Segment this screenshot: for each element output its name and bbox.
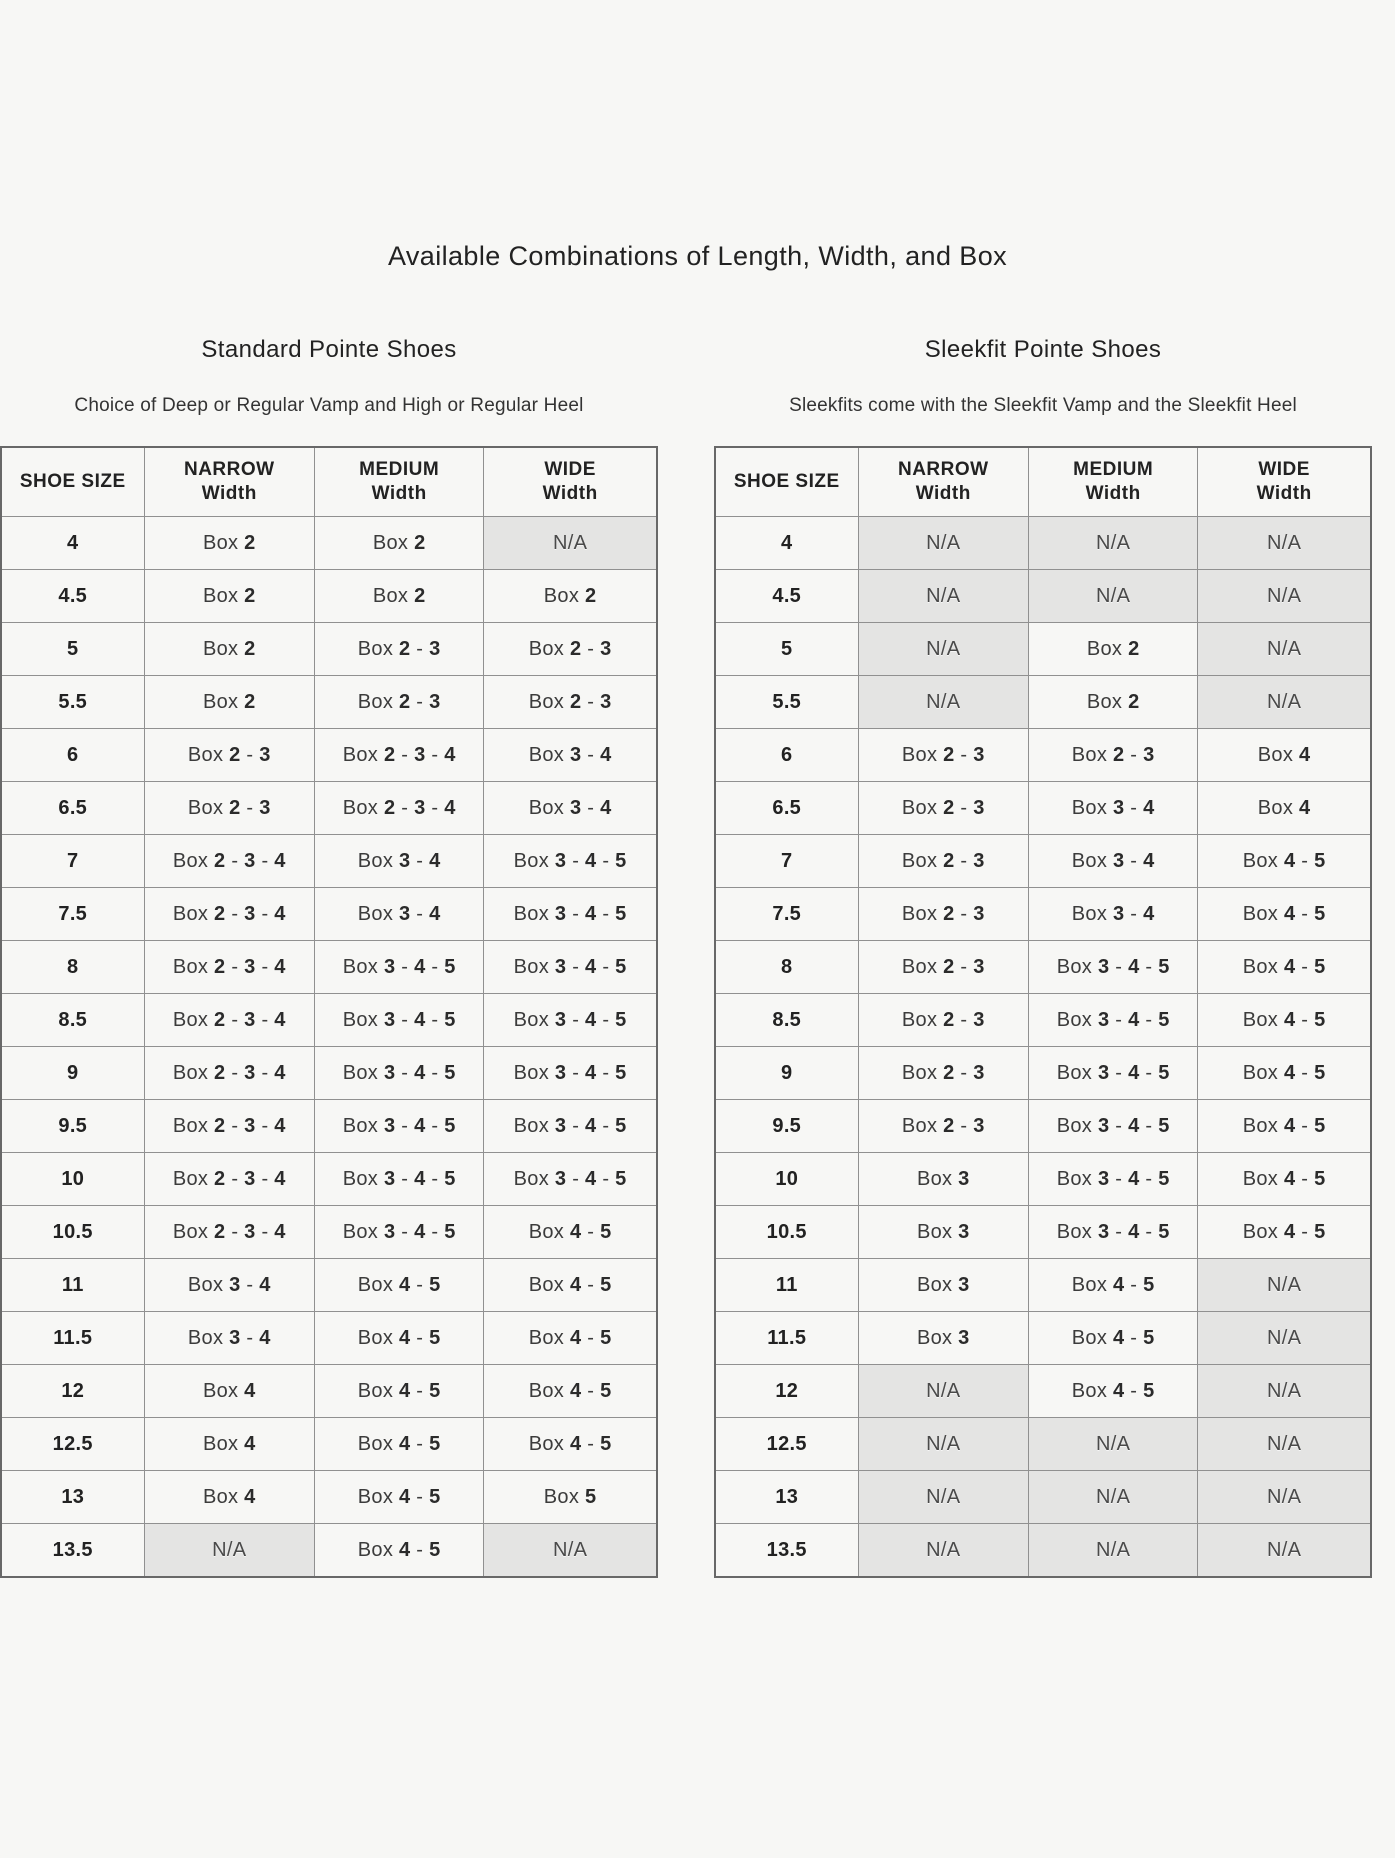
shoe-size-cell: 12 (1, 1365, 144, 1418)
wide-width-cell: Box 4 - 5 (484, 1206, 657, 1259)
medium-width-cell: Box 2 - 3 - 4 (315, 782, 484, 835)
shoe-size-cell: 12.5 (1, 1418, 144, 1471)
medium-width-cell: Box 3 - 4 - 5 (315, 1047, 484, 1100)
shoe-size-cell: 11 (715, 1259, 858, 1312)
shoe-size-cell: 12 (715, 1365, 858, 1418)
medium-width-cell: Box 4 - 5 (315, 1471, 484, 1524)
medium-width-cell: Box 3 - 4 - 5 (315, 1100, 484, 1153)
table-row (715, 1418, 1371, 1471)
medium-width-cell: Box 4 - 5 (1029, 1365, 1198, 1418)
column-header-line2: Width (915, 483, 971, 505)
table-row (1, 623, 657, 676)
medium-width-cell: Box 4 - 5 (315, 1259, 484, 1312)
shoe-size-cell: 6 (1, 729, 144, 782)
header-row (1, 447, 657, 517)
wide-width-cell: N/A (1198, 517, 1371, 570)
narrow-width-cell: Box 3 - 4 (144, 1312, 315, 1365)
table-row (1, 1471, 657, 1524)
wide-width-cell: Box 2 - 3 (484, 623, 657, 676)
medium-width-cell: Box 3 - 4 - 5 (315, 1153, 484, 1206)
column-header-line1: NARROW (897, 458, 989, 480)
narrow-width-cell: Box 2 - 3 (144, 729, 315, 782)
shoe-size-cell: 11 (1, 1259, 144, 1312)
medium-width-cell: Box 3 - 4 - 5 (1029, 941, 1198, 994)
wide-width-cell: Box 4 - 5 (484, 1312, 657, 1365)
table-row (1, 1365, 657, 1418)
column-header-line1: SHOE SIZE (19, 470, 126, 492)
narrow-width-cell: Box 3 (858, 1312, 1029, 1365)
column-header-line2: Width (1256, 483, 1312, 505)
table-row (715, 1259, 1371, 1312)
shoe-size-cell: 11.5 (715, 1312, 858, 1365)
table-row (715, 782, 1371, 835)
table-row (715, 1471, 1371, 1524)
medium-width-cell: Box 2 - 3 (1029, 729, 1198, 782)
medium-width-cell: Box 3 - 4 (315, 888, 484, 941)
narrow-width-cell: Box 2 - 3 (858, 888, 1029, 941)
medium-width-cell: Box 3 - 4 - 5 (1029, 1153, 1198, 1206)
shoe-size-cell: 11.5 (1, 1312, 144, 1365)
table-row (715, 835, 1371, 888)
narrow-width-cell: Box 2 - 3 - 4 (144, 835, 315, 888)
header-row (715, 447, 1371, 517)
shoe-size-cell: 10 (1, 1153, 144, 1206)
shoe-size-cell: 13.5 (715, 1524, 858, 1577)
medium-width-cell: Box 2 (1029, 676, 1198, 729)
narrow-width-cell: Box 3 (858, 1206, 1029, 1259)
wide-width-cell: Box 4 - 5 (1198, 888, 1371, 941)
narrow-width-cell: N/A (858, 623, 1029, 676)
column-header-line2: Width (371, 483, 427, 505)
wide-width-cell: Box 3 - 4 (484, 782, 657, 835)
wide-width-cell: Box 4 (1198, 782, 1371, 835)
narrow-width-cell: Box 3 (858, 1153, 1029, 1206)
narrow-width-cell: Box 2 - 3 - 4 (144, 1047, 315, 1100)
medium-width-cell: Box 4 - 5 (315, 1524, 484, 1577)
wide-width-cell: Box 4 - 5 (1198, 941, 1371, 994)
column-header-line1: WIDE (544, 458, 596, 480)
wide-width-cell: Box 4 - 5 (1198, 994, 1371, 1047)
narrow-width-cell: N/A (144, 1524, 315, 1577)
shoe-size-cell: 13 (1, 1471, 144, 1524)
page-title: Available Combinations of Length, Width, and Box (387, 241, 1008, 271)
wide-width-cell: Box 3 - 4 - 5 (484, 1047, 657, 1100)
column-header-line1: MEDIUM (359, 458, 440, 480)
table-row (1, 676, 657, 729)
column-header (715, 447, 858, 517)
shoe-size-cell: 7.5 (715, 888, 858, 941)
shoe-size-cell: 9.5 (1, 1100, 144, 1153)
wide-width-cell: Box 3 - 4 - 5 (484, 835, 657, 888)
table-row (715, 623, 1371, 676)
shoe-size-cell: 5.5 (1, 676, 144, 729)
medium-width-cell: Box 3 - 4 (1029, 835, 1198, 888)
shoe-size-cell: 4 (715, 517, 858, 570)
narrow-width-cell: N/A (858, 517, 1029, 570)
narrow-width-cell: Box 2 - 3 (858, 1047, 1029, 1100)
wide-width-cell: N/A (1198, 1259, 1371, 1312)
column-header (315, 447, 484, 517)
table-row (1, 729, 657, 782)
column-header (1198, 447, 1371, 517)
sleekfit-pointe-shoes-section (714, 336, 1372, 1578)
wide-width-cell: N/A (1198, 1471, 1371, 1524)
wide-width-cell: Box 3 - 4 - 5 (484, 1153, 657, 1206)
narrow-width-cell: Box 2 - 3 - 4 (144, 1100, 315, 1153)
medium-width-cell: Box 3 - 4 - 5 (1029, 994, 1198, 1047)
wide-width-cell: N/A (1198, 1418, 1371, 1471)
medium-width-cell: Box 4 - 5 (1029, 1259, 1198, 1312)
table-row (715, 888, 1371, 941)
table-row (715, 729, 1371, 782)
table-row (1, 1259, 657, 1312)
medium-width-cell: Box 3 - 4 - 5 (315, 994, 484, 1047)
wide-width-cell: N/A (1198, 1365, 1371, 1418)
table-row (715, 1047, 1371, 1100)
table-row (1, 1312, 657, 1365)
narrow-width-cell: Box 2 (144, 676, 315, 729)
shoe-size-cell: 9 (715, 1047, 858, 1100)
narrow-width-cell: Box 2 - 3 (858, 1100, 1029, 1153)
shoe-size-cell: 6.5 (715, 782, 858, 835)
narrow-width-cell: N/A (858, 1471, 1029, 1524)
medium-width-cell: N/A (1029, 517, 1198, 570)
narrow-width-cell: N/A (858, 1524, 1029, 1577)
shoe-size-cell: 5.5 (715, 676, 858, 729)
medium-width-cell: Box 4 - 5 (1029, 1312, 1198, 1365)
shoe-size-cell: 7 (1, 835, 144, 888)
standard-size-table (0, 446, 658, 1578)
wide-width-cell: Box 3 - 4 - 5 (484, 994, 657, 1047)
narrow-width-cell: Box 2 - 3 (858, 941, 1029, 994)
table-row (715, 1100, 1371, 1153)
narrow-width-cell: Box 2 - 3 (144, 782, 315, 835)
wide-width-cell: N/A (1198, 676, 1371, 729)
table-row (1, 782, 657, 835)
wide-width-cell: Box 4 - 5 (1198, 1047, 1371, 1100)
narrow-width-cell: Box 3 - 4 (144, 1259, 315, 1312)
narrow-width-cell: Box 2 - 3 (858, 835, 1029, 888)
wide-width-cell: N/A (1198, 1524, 1371, 1577)
narrow-width-cell: N/A (858, 1418, 1029, 1471)
narrow-width-cell: Box 2 (144, 570, 315, 623)
medium-width-cell: N/A (1029, 570, 1198, 623)
medium-width-cell: Box 4 - 5 (315, 1312, 484, 1365)
medium-width-cell: Box 3 - 4 - 5 (315, 941, 484, 994)
shoe-size-cell: 6 (715, 729, 858, 782)
wide-width-cell: Box 4 - 5 (1198, 835, 1371, 888)
medium-width-cell: N/A (1029, 1524, 1198, 1577)
table-title-standard: Standard Pointe Shoes (201, 336, 457, 364)
shoe-size-cell: 13.5 (1, 1524, 144, 1577)
narrow-width-cell: Box 2 (144, 623, 315, 676)
shoe-size-cell: 5 (715, 623, 858, 676)
medium-width-cell: N/A (1029, 1471, 1198, 1524)
medium-width-cell: Box 3 - 4 - 5 (1029, 1100, 1198, 1153)
table-row (1, 570, 657, 623)
narrow-width-cell: Box 2 - 3 - 4 (144, 941, 315, 994)
medium-width-cell: Box 3 - 4 - 5 (1029, 1206, 1198, 1259)
wide-width-cell: Box 4 - 5 (1198, 1153, 1371, 1206)
shoe-size-cell: 4.5 (715, 570, 858, 623)
table-row (715, 1524, 1371, 1577)
medium-width-cell: N/A (1029, 1418, 1198, 1471)
table-row (1, 1524, 657, 1577)
table-row (715, 517, 1371, 570)
shoe-size-cell: 10.5 (1, 1206, 144, 1259)
wide-width-cell: N/A (484, 1524, 657, 1577)
wide-width-cell: Box 3 - 4 - 5 (484, 888, 657, 941)
table-row (715, 1153, 1371, 1206)
column-header (484, 447, 657, 517)
shoe-size-cell: 10 (715, 1153, 858, 1206)
table-row (1, 1206, 657, 1259)
wide-width-cell: Box 5 (484, 1471, 657, 1524)
medium-width-cell: Box 4 - 5 (315, 1365, 484, 1418)
wide-width-cell: N/A (1198, 623, 1371, 676)
shoe-size-cell: 6.5 (1, 782, 144, 835)
table-row (715, 994, 1371, 1047)
wide-width-cell: Box 3 - 4 - 5 (484, 1100, 657, 1153)
table-row (715, 1312, 1371, 1365)
table-subtitle-standard: Choice of Deep or Regular Vamp and High or Regular Heel (74, 395, 584, 417)
medium-width-cell: Box 3 - 4 (1029, 888, 1198, 941)
shoe-size-cell: 12.5 (715, 1418, 858, 1471)
table-row (715, 1206, 1371, 1259)
narrow-width-cell: Box 4 (144, 1471, 315, 1524)
narrow-width-cell: Box 2 - 3 (858, 782, 1029, 835)
column-header (1029, 447, 1198, 517)
narrow-width-cell: Box 2 - 3 - 4 (144, 888, 315, 941)
narrow-width-cell: Box 3 (858, 1259, 1029, 1312)
column-header (1, 447, 144, 517)
narrow-width-cell: Box 2 - 3 (858, 994, 1029, 1047)
medium-width-cell: Box 2 - 3 - 4 (315, 729, 484, 782)
medium-width-cell: Box 2 (1029, 623, 1198, 676)
column-header-line2: Width (1085, 483, 1141, 505)
medium-width-cell: Box 3 - 4 - 5 (315, 1206, 484, 1259)
table-row (1, 1153, 657, 1206)
column-header-line1: WIDE (1258, 458, 1310, 480)
wide-width-cell: Box 4 - 5 (484, 1259, 657, 1312)
shoe-size-cell: 13 (715, 1471, 858, 1524)
wide-width-cell: Box 3 - 4 - 5 (484, 941, 657, 994)
column-header-line2: Width (201, 483, 257, 505)
narrow-width-cell: N/A (858, 1365, 1029, 1418)
column-header-line2: Width (542, 483, 598, 505)
wide-width-cell: Box 4 - 5 (484, 1365, 657, 1418)
sleekfit-size-table (714, 446, 1372, 1578)
medium-width-cell: Box 2 - 3 (315, 623, 484, 676)
wide-width-cell: N/A (1198, 570, 1371, 623)
wide-width-cell: Box 4 - 5 (484, 1418, 657, 1471)
medium-width-cell: Box 4 - 5 (315, 1418, 484, 1471)
shoe-size-cell: 8.5 (715, 994, 858, 1047)
wide-width-cell: Box 2 - 3 (484, 676, 657, 729)
shoe-size-cell: 9 (1, 1047, 144, 1100)
wide-width-cell: Box 2 (484, 570, 657, 623)
medium-width-cell: Box 2 - 3 (315, 676, 484, 729)
column-header-line1: SHOE SIZE (733, 470, 840, 492)
medium-width-cell: Box 3 - 4 (1029, 782, 1198, 835)
shoe-size-cell: 10.5 (715, 1206, 858, 1259)
medium-width-cell: Box 3 - 4 - 5 (1029, 1047, 1198, 1100)
narrow-width-cell: N/A (858, 676, 1029, 729)
table-row (1, 941, 657, 994)
wide-width-cell: Box 4 - 5 (1198, 1206, 1371, 1259)
table-row (1, 1100, 657, 1153)
table-row (1, 994, 657, 1047)
table-row (715, 941, 1371, 994)
column-header-line1: MEDIUM (1073, 458, 1154, 480)
column-header (858, 447, 1029, 517)
shoe-size-cell: 8 (1, 941, 144, 994)
table-row (1, 517, 657, 570)
narrow-width-cell: Box 4 (144, 1418, 315, 1471)
table-row (715, 676, 1371, 729)
narrow-width-cell: Box 2 - 3 - 4 (144, 1206, 315, 1259)
narrow-width-cell: Box 2 - 3 - 4 (144, 994, 315, 1047)
narrow-width-cell: Box 2 (144, 517, 315, 570)
wide-width-cell: N/A (484, 517, 657, 570)
narrow-width-cell: Box 2 - 3 (858, 729, 1029, 782)
medium-width-cell: Box 2 (315, 570, 484, 623)
table-row (715, 570, 1371, 623)
table-row (1, 835, 657, 888)
wide-width-cell: N/A (1198, 1312, 1371, 1365)
narrow-width-cell: Box 4 (144, 1365, 315, 1418)
table-row (1, 888, 657, 941)
shoe-size-cell: 9.5 (715, 1100, 858, 1153)
shoe-size-cell: 8 (715, 941, 858, 994)
table-row (715, 1365, 1371, 1418)
shoe-size-cell: 4 (1, 517, 144, 570)
shoe-size-cell: 7.5 (1, 888, 144, 941)
column-header (144, 447, 315, 517)
table-row (1, 1418, 657, 1471)
table-subtitle-sleekfit: Sleekfits come with the Sleekfit Vamp and the Sleekfit Heel (789, 395, 1297, 417)
table-title-sleekfit: Sleekfit Pointe Shoes (924, 336, 1162, 364)
shoe-size-cell: 4.5 (1, 570, 144, 623)
medium-width-cell: Box 2 (315, 517, 484, 570)
wide-width-cell: Box 4 (1198, 729, 1371, 782)
narrow-width-cell: Box 2 - 3 - 4 (144, 1153, 315, 1206)
shoe-size-cell: 5 (1, 623, 144, 676)
narrow-width-cell: N/A (858, 570, 1029, 623)
standard-pointe-shoes-section (0, 336, 658, 1578)
tables-row (0, 336, 1395, 1578)
shoe-size-cell: 7 (715, 835, 858, 888)
medium-width-cell: Box 3 - 4 (315, 835, 484, 888)
column-header-line1: NARROW (183, 458, 275, 480)
shoe-size-cell: 8.5 (1, 994, 144, 1047)
wide-width-cell: Box 4 - 5 (1198, 1100, 1371, 1153)
wide-width-cell: Box 3 - 4 (484, 729, 657, 782)
table-row (1, 1047, 657, 1100)
